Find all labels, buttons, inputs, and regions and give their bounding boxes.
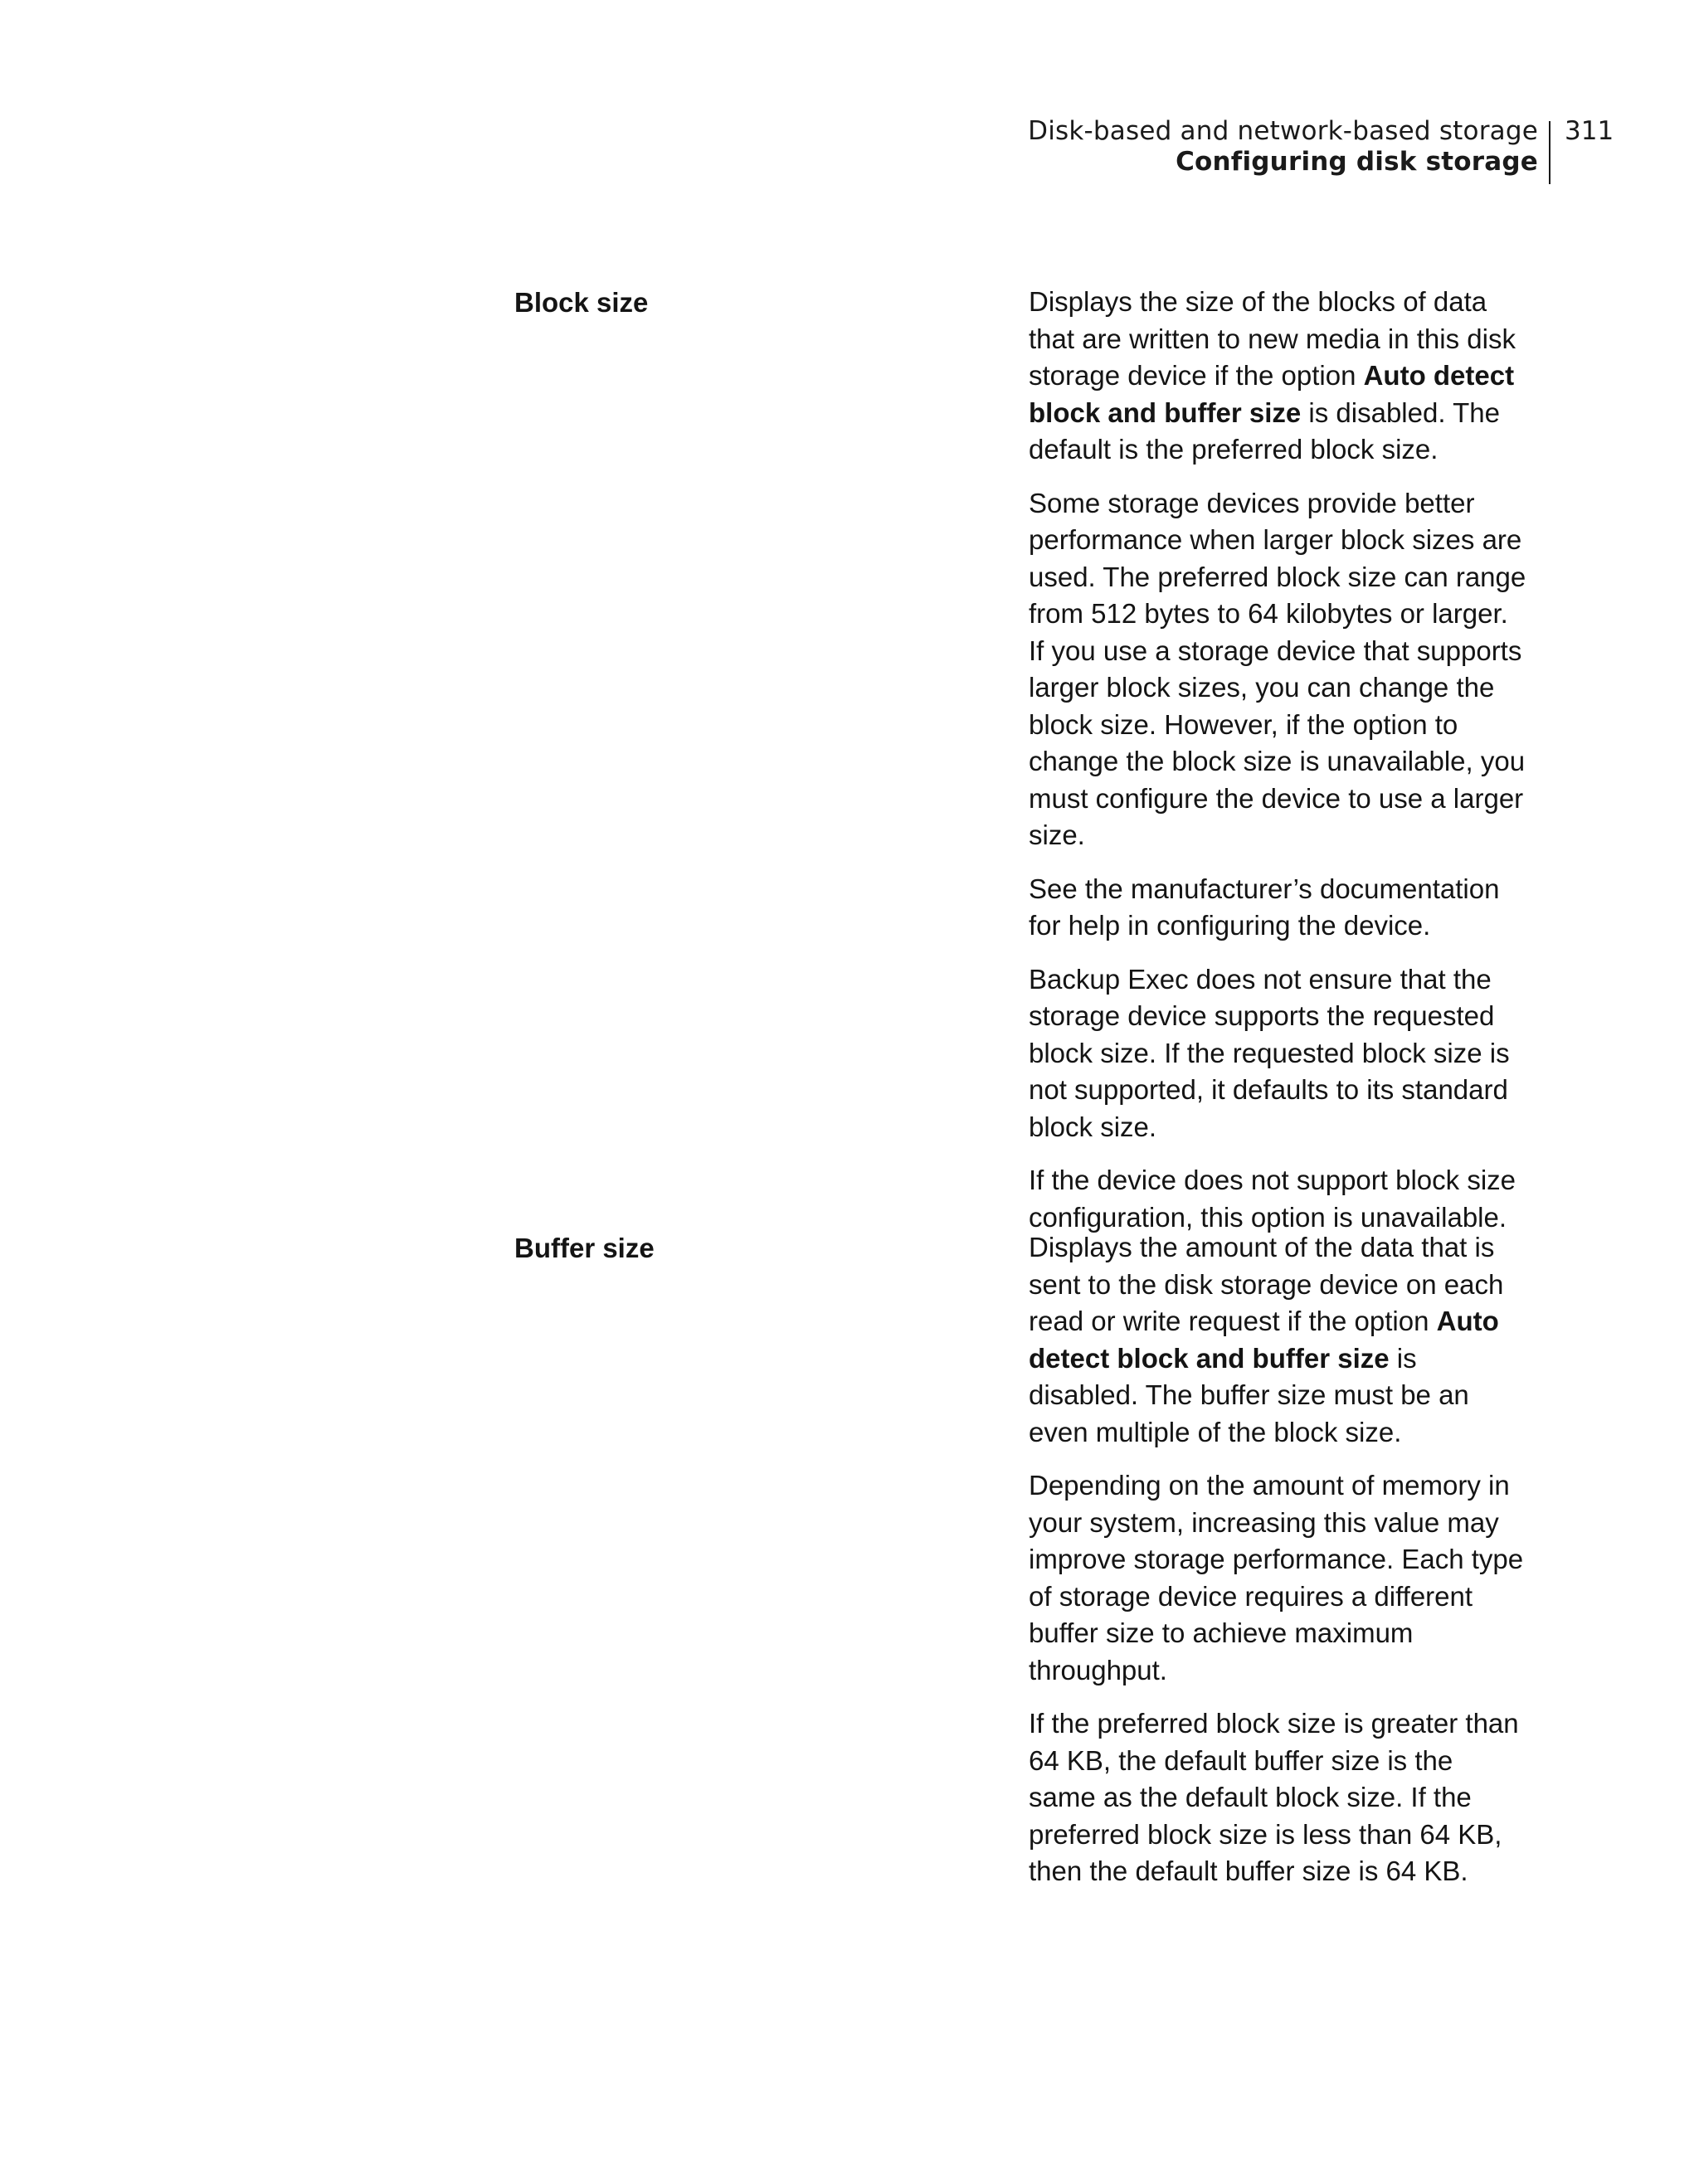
paragraph: Some storage devices provide better performance when larger block sizes are used. The preferred block size can range from 512 bytes to 64 kilobytes or larger. If you use a storage device that supports larger block sizes, you can change the block size. However, if the option to change the block size is unavailable, you must configure the device to use a larger size. bbox=[1029, 487, 1526, 850]
paragraph: If the device does not support block size configuration, this option is unavailable. bbox=[1029, 1165, 1516, 1233]
header-section-title: Configuring disk storage bbox=[1176, 147, 1538, 177]
paragraph: If the preferred block size is greater than 64 KB, the default buffer size is the same as the default block size. If the preferred block size is less than 64 KB, then the default buffer size is 64 KB. bbox=[1029, 1708, 1519, 1886]
paragraph bbox=[1029, 284, 1526, 469]
paragraph: Depending on the amount of memory in your system, increasing this value may improve storage performance. Each type of storage device requires a different buffer size to achieve maximum throughput. bbox=[1029, 1470, 1524, 1685]
paragraph-text: Displays the size of the blocks of data that are written to new media in this disk storage device if the option bbox=[1029, 286, 1516, 391]
description-block-size bbox=[1029, 284, 1526, 1253]
paragraph: Backup Exec does not ensure that the storage device supports the requested block size. If the requested block size is not supported, it defaults to its standard block size. bbox=[1029, 963, 1510, 1142]
running-header bbox=[543, 116, 1538, 178]
option-name-emphasis: Auto detect block and buffer size bbox=[1029, 1306, 1499, 1374]
header-divider bbox=[1549, 121, 1551, 184]
header-chapter-title: Disk-based and network-based storage bbox=[1028, 116, 1538, 146]
page-number: 311 bbox=[1565, 116, 1614, 146]
term-buffer-size: Buffer size bbox=[514, 1233, 655, 1263]
paragraph-text: Displays the amount of the data that is sent to the disk storage device on each read or write request if the option bbox=[1029, 1232, 1504, 1336]
term-block-size: Block size bbox=[514, 287, 649, 318]
description-buffer-size bbox=[1029, 1229, 1526, 1907]
option-name-emphasis: Auto detect block and buffer size bbox=[1029, 360, 1515, 428]
paragraph: See the manufacturer’s documentation for help in configuring the device. bbox=[1029, 873, 1500, 941]
paragraph-text: is disabled. The buffer size must be an even multiple of the block size. bbox=[1029, 1342, 1469, 1447]
paragraph bbox=[1029, 1229, 1526, 1451]
paragraph-text: is disabled. The default is the preferred block size. bbox=[1029, 396, 1500, 465]
